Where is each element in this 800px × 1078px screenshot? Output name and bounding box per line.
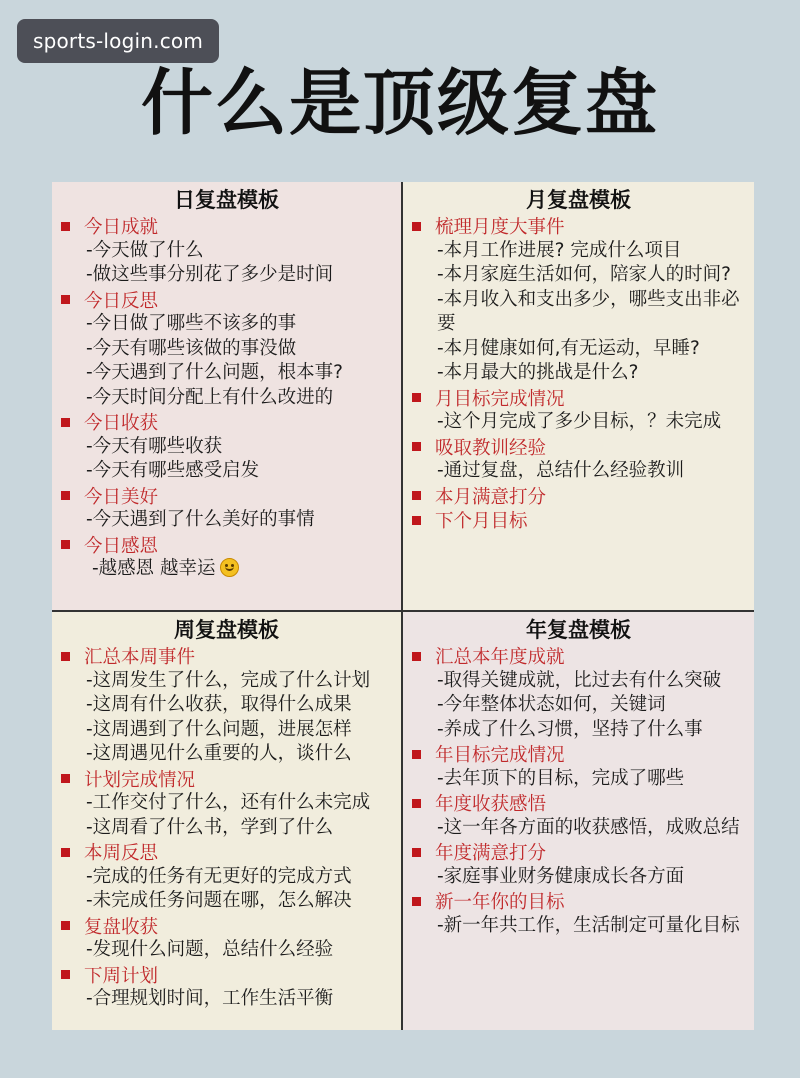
page-title: 什么是顶级复盘 xyxy=(140,61,659,145)
section-heading: 吸取教训经验 xyxy=(435,437,547,459)
list-item: -去年顶下的目标，完成了哪些 xyxy=(437,767,685,789)
section-heading: 新一年你的目标 xyxy=(435,892,565,914)
red-square-bullet-icon xyxy=(412,393,421,402)
section-heading: 复盘收获 xyxy=(84,916,159,938)
list-item: -本月健康如何,有无运动，早睡? xyxy=(437,337,700,359)
red-square-bullet-icon xyxy=(412,516,421,525)
list-item: -养成了什么习惯，坚持了什么事 xyxy=(437,718,703,740)
section-heading: 今日收获 xyxy=(84,413,159,435)
section-today-gains xyxy=(52,410,401,484)
section-heading: 下个月目标 xyxy=(435,511,528,533)
section-heading: 今日反思 xyxy=(84,290,159,312)
red-square-bullet-icon xyxy=(412,491,421,500)
watermark-badge: sports-login.com xyxy=(17,19,219,63)
section-today-achievements xyxy=(52,214,401,288)
list-item: -新一年共工作，生活制定可量化目标 xyxy=(437,914,740,936)
section-week-gains xyxy=(52,914,401,963)
red-square-bullet-icon xyxy=(412,750,421,759)
section-heading: 年度满意打分 xyxy=(435,843,547,865)
monthly-review-title: 月复盘模板 xyxy=(526,188,631,212)
section-year-achievements xyxy=(403,644,754,742)
section-week-plan-completion xyxy=(52,767,401,841)
section-heading: 今日感恩 xyxy=(84,535,159,557)
list-item: -做这些事分别花了多少是时间 xyxy=(86,264,334,285)
monthly-review-panel xyxy=(403,182,754,610)
yearly-review-panel xyxy=(403,612,754,1030)
vertical-divider xyxy=(401,182,403,1030)
section-today-reflection xyxy=(52,288,401,411)
list-item: -这周遇到了什么问题，进展怎样 xyxy=(86,718,352,740)
section-heading: 本周反思 xyxy=(84,843,159,865)
list-item: -这周发生了什么，完成了什么计划 xyxy=(86,669,371,691)
list-item: -本月家庭生活如何，陪家人的时间? xyxy=(437,264,731,285)
list-item xyxy=(52,557,401,582)
list-item: -合理规划时间，工作生活平衡 xyxy=(86,988,334,1009)
section-next-week-plan xyxy=(52,963,401,1012)
section-new-year-goals xyxy=(403,889,754,938)
red-square-bullet-icon xyxy=(412,652,421,661)
red-square-bullet-icon xyxy=(412,799,421,808)
weekly-review-title: 周复盘模板 xyxy=(174,618,279,642)
list-item: -这周遇见什么重要的人，谈什么 xyxy=(86,743,352,764)
section-heading: 汇总本周事件 xyxy=(84,647,196,669)
list-item: -完成的任务有无更好的完成方式 xyxy=(86,865,352,887)
smiley-face-icon xyxy=(220,558,239,577)
section-week-events xyxy=(52,644,401,767)
list-item: -工作交付了什么，还有什么未完成 xyxy=(86,792,371,813)
section-heading: 今日成就 xyxy=(84,217,159,239)
list-item: -今天有哪些收获 xyxy=(86,435,223,457)
list-item: -今年整体状态如何，关键词 xyxy=(437,694,666,715)
section-week-reflection xyxy=(52,840,401,914)
yearly-review-title: 年复盘模板 xyxy=(526,618,631,642)
list-item: -通过复盘，总结什么经验教训 xyxy=(437,460,685,481)
list-item: -今天时间分配上有什么改进的 xyxy=(86,386,334,408)
section-heading: 梳理月度大事件 xyxy=(435,217,565,239)
list-item: -今天有哪些感受启发 xyxy=(86,460,260,481)
red-square-bullet-icon xyxy=(61,418,70,427)
list-item: -今天有哪些该做的事没做 xyxy=(86,337,297,359)
section-month-events xyxy=(403,214,754,386)
list-item: -家庭事业财务健康成长各方面 xyxy=(437,865,685,887)
horizontal-divider xyxy=(52,610,754,612)
section-month-lessons xyxy=(403,435,754,484)
list-item: -今天遇到了什么问题，根本事? xyxy=(86,362,343,383)
red-square-bullet-icon xyxy=(412,222,421,231)
list-item: -这周看了什么书，学到了什么 xyxy=(86,816,334,838)
list-item: -本月最大的挑战是什么? xyxy=(437,362,639,383)
list-item: -今天做了什么 xyxy=(86,239,204,261)
section-today-gratitude xyxy=(52,533,401,582)
template-board xyxy=(52,182,754,1030)
red-square-bullet-icon xyxy=(61,921,70,930)
section-heading: 年目标完成情况 xyxy=(435,745,565,767)
red-square-bullet-icon xyxy=(61,652,70,661)
list-item: -今日做了哪些不该多的事 xyxy=(86,313,297,334)
section-heading: 汇总本年度成就 xyxy=(435,647,565,669)
list-item: -这一年各方面的收获感悟，成败总结 xyxy=(437,816,740,838)
list-item: -这周有什么收获，取得什么成果 xyxy=(86,694,352,715)
list-item: -取得关键成就，比过去有什么突破 xyxy=(437,669,722,691)
section-heading: 今日美好 xyxy=(84,486,159,508)
list-item: -本月收入和支出多少，哪些支出非必要 xyxy=(437,288,740,334)
red-square-bullet-icon xyxy=(61,222,70,231)
section-today-good-things xyxy=(52,484,401,533)
list-item: -这个月完成了多少目标，？未完成 xyxy=(437,411,722,432)
daily-review-title: 日复盘模板 xyxy=(174,188,279,212)
weekly-review-panel xyxy=(52,612,401,1030)
section-year-rating xyxy=(403,840,754,889)
list-item: -未完成任务问题在哪，怎么解决 xyxy=(86,890,352,911)
section-month-rating xyxy=(403,484,754,509)
section-heading: 年度收获感悟 xyxy=(435,794,547,816)
section-year-goal-completion xyxy=(403,742,754,791)
section-heading: 下周计划 xyxy=(84,965,159,987)
section-year-insights xyxy=(403,791,754,840)
section-heading: 月目标完成情况 xyxy=(435,388,565,410)
red-square-bullet-icon xyxy=(412,848,421,857)
red-square-bullet-icon xyxy=(61,970,70,979)
red-square-bullet-icon xyxy=(61,848,70,857)
section-heading: 本月满意打分 xyxy=(435,486,547,508)
daily-review-panel xyxy=(52,182,401,610)
red-square-bullet-icon xyxy=(412,442,421,451)
section-month-goal-completion xyxy=(403,386,754,435)
red-square-bullet-icon xyxy=(412,897,421,906)
red-square-bullet-icon xyxy=(61,295,70,304)
red-square-bullet-icon xyxy=(61,774,70,783)
red-square-bullet-icon xyxy=(61,491,70,500)
list-item: -本月工作进展? 完成什么项目 xyxy=(437,239,682,261)
list-item-text: -越感恩 越幸运 xyxy=(92,558,216,579)
list-item: -今天遇到了什么美好的事情 xyxy=(86,509,315,530)
list-item: -发现什么问题，总结什么经验 xyxy=(86,939,334,960)
section-next-month-goals xyxy=(403,508,754,533)
red-square-bullet-icon xyxy=(61,540,70,549)
section-heading: 计划完成情况 xyxy=(84,769,196,791)
